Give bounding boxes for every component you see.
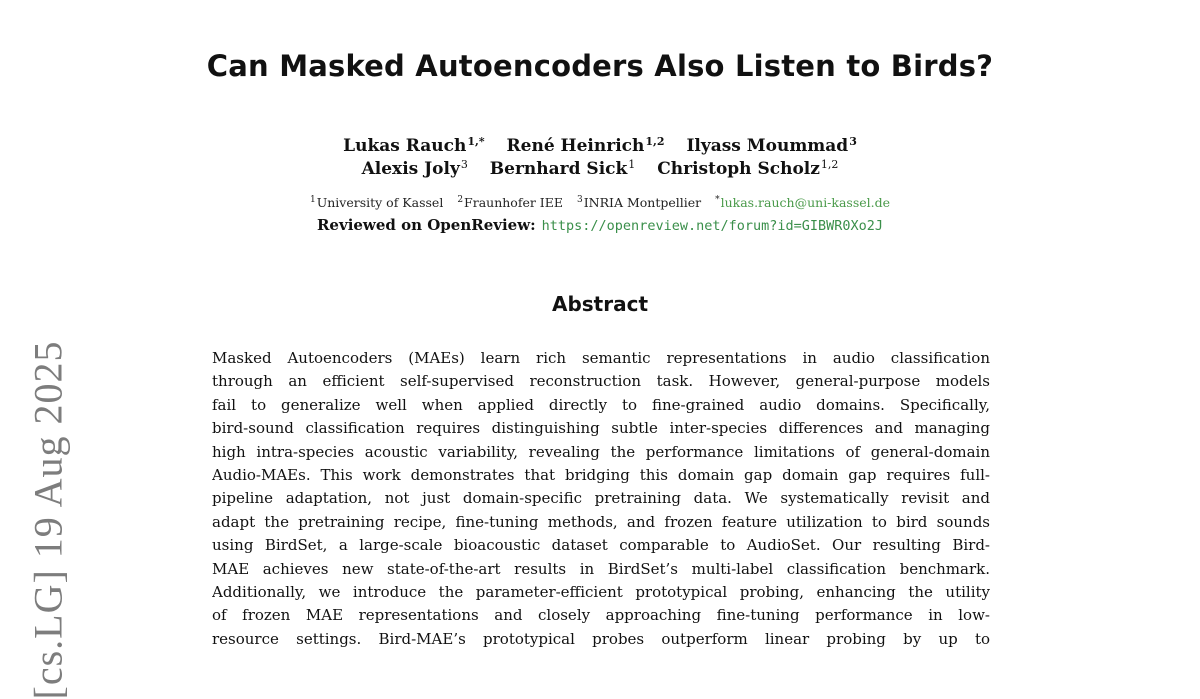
author-lukas-rauch [343, 135, 484, 156]
author-rene-heinrich [507, 135, 665, 156]
affiliations [0, 195, 1200, 210]
affiliation-inria [577, 195, 701, 210]
author-affiliation-marker: 1,2 [820, 158, 839, 171]
author-bernhard-sick [490, 158, 636, 179]
abstract-line: through an efficient self-supervised reconstruction task. However, general-purpose models [212, 372, 990, 391]
abstract-line: fail to generalize well when applied directly to fine-grained audio domains. Specifically, [212, 395, 990, 414]
abstract-line: using BirdSet, a large-scale bioacoustic dataset comparable to AudioSet. Our resulting Bird- [212, 536, 990, 555]
abstract-line: Masked Autoencoders (MAEs) learn rich semantic representations in audio classification [212, 349, 990, 367]
author-name: Christoph Scholz [657, 159, 820, 179]
affiliation-marker: 1 [309, 195, 316, 205]
author-name: René Heinrich [506, 136, 645, 156]
author-affiliation-marker: 1 [628, 158, 636, 171]
affiliation-text: Fraunhofer IEE [464, 195, 563, 210]
abstract-line: Additionally, we introduce the parameter-efficient prototypical probing, enhancing the utility [212, 582, 990, 601]
author-affiliation-marker: 3 [460, 158, 468, 171]
email-link[interactable]: lukas.rauch@uni-kassel.de [720, 195, 891, 210]
reviewed-label: Reviewed on OpenReview: [316, 216, 536, 234]
author-affiliation-marker: 1,* [467, 135, 485, 148]
review-info [0, 216, 1200, 234]
author-name: Ilyass Moummad [686, 136, 849, 156]
author-alexis-joly [362, 158, 468, 179]
affiliation-marker: 2 [457, 195, 464, 205]
affiliation-kassel [310, 195, 443, 210]
abstract-heading: Abstract [551, 292, 649, 316]
paper-title: Can Masked Autoencoders Also Listen to Birds? [206, 49, 994, 83]
affiliation-text: INRIA Montpellier [583, 195, 702, 210]
abstract-line: adapt the pretraining recipe, fine-tuning methods, and frozen feature utilization to bird sounds [212, 512, 990, 531]
abstract-body [212, 347, 990, 651]
abstract-line: resource settings. Bird-MAE’s prototypical probes outperform linear probing by up to [212, 629, 990, 648]
author-affiliation-marker: 1,2 [645, 135, 665, 148]
author-name: Lukas Rauch [343, 136, 467, 156]
affiliation-fraunhofer [457, 195, 563, 210]
abstract-line: high intra-species acoustic variability, revealing the performance limitations of general-domain [212, 442, 990, 461]
email-marker: * [715, 195, 720, 205]
abstract-line: bird-sound classification requires distinguishing subtle inter-species differences and managing [212, 419, 990, 438]
author-name: Alexis Joly [361, 159, 460, 179]
abstract-line: MAE achieves new state-of-the-art results in BirdSet’s multi-label classification benchmark. [212, 559, 990, 578]
author-list-line-2 [0, 158, 1200, 179]
affiliation-text: University of Kassel [316, 195, 444, 210]
corresponding-email[interactable] [715, 195, 890, 210]
abstract-line: of frozen MAE representations and closely approaching fine-tuning performance in low- [212, 606, 990, 625]
openreview-link[interactable]: https://openreview.net/forum?id=GIBWR0Xo2J [541, 218, 884, 234]
abstract-line: pipeline adaptation, not just domain-specific pretraining data. We systematically revisit and [212, 489, 990, 508]
author-name: Bernhard Sick [489, 159, 628, 179]
abstract-line: Audio-MAEs. This work demonstrates that bridging this domain gap domain gap requires full- [212, 465, 990, 484]
author-christoph-scholz [657, 158, 838, 179]
arxiv-side-stamp: [cs.LG] 19 Aug 2025 [25, 340, 71, 699]
author-ilyass-moummad [686, 135, 856, 156]
author-list-line-1 [0, 135, 1200, 156]
affiliation-marker: 3 [576, 195, 583, 205]
author-affiliation-marker: 3 [849, 135, 857, 148]
